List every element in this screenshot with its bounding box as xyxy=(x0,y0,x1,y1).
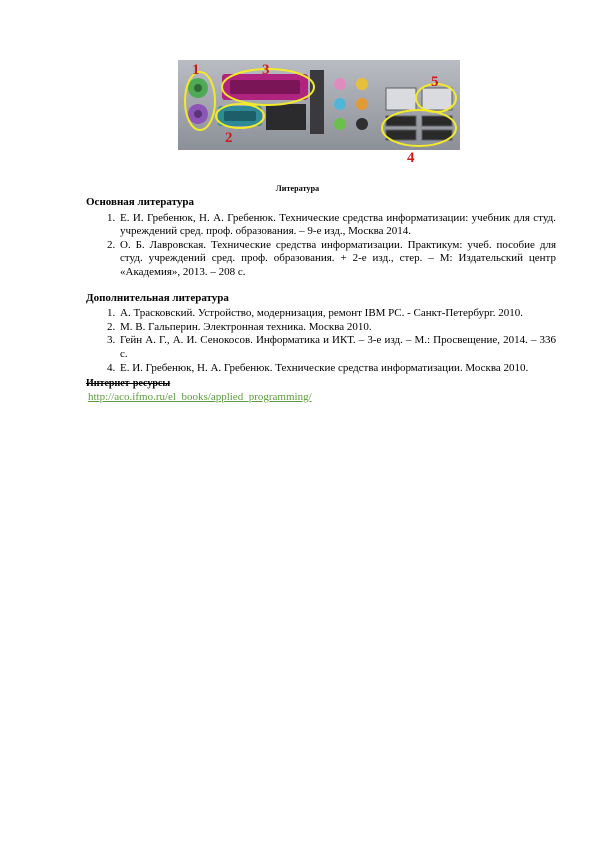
list-item: 1. А. Трасковский. Устройство, модернизация, ремонт IBM PC. - Санкт-Петербург. 2010. xyxy=(118,307,556,321)
internet-resource-link[interactable]: http://aco.ifmo.ru/el_books/applied_programming/ xyxy=(88,390,312,403)
list-item: 2. О. Б. Лавровская. Технические средства информатизации. Практикум: учеб. пособие для студ. учреждений сред. проф. образования. + 2-е изд., стер. – М: Издательский центр «Академия», 2013. – 208 с. xyxy=(118,239,556,280)
internet-resources-heading: Интернет-ресурсы xyxy=(86,378,171,390)
callout-4: 4 xyxy=(407,150,415,166)
main-literature-list xyxy=(86,212,556,280)
list-item: 3. Гейн А. Г., А. И. Сенокосов. Информатика и ИКТ. – 3-е изд. – М.: Просвещение, 2014. – 336 с. xyxy=(118,334,556,361)
callout-3: 3 xyxy=(262,62,270,78)
page-title: Литература xyxy=(275,184,320,193)
list-item: 2. М. В. Гальперин. Электронная техника. Москва 2010. xyxy=(118,321,556,335)
additional-literature-list xyxy=(86,307,556,375)
callout-1: 1 xyxy=(192,62,200,78)
motherboard-ports-photo xyxy=(178,60,460,166)
callout-5: 5 xyxy=(431,74,439,90)
list-item: 4. Е. И. Гребенюк, Н. А. Гребенюк. Технические средства информатизации. Москва 2010. xyxy=(118,362,556,376)
list-item: 1. Е. И. Гребенюк, Н. А. Гребенюк. Технические средства информатизации: учебник для студ. учреждений сред. проф. образования. – 9-е изд., Москва 2014. xyxy=(118,212,556,239)
main-literature-heading: Основная литература xyxy=(86,196,194,208)
bibliography xyxy=(86,196,556,404)
additional-literature-heading: Дополнительная литература xyxy=(86,291,229,304)
callout-2: 2 xyxy=(225,130,233,146)
